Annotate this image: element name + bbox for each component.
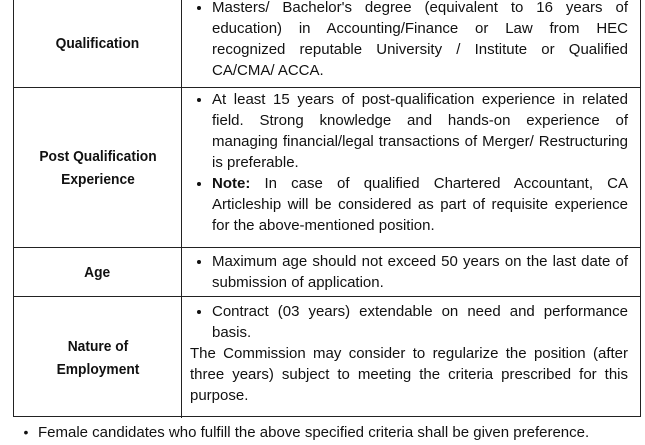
content-cell (182, 248, 640, 296)
employment-bullet: • Contract (03 years) extendable on need and performance basis. (212, 301, 628, 343)
row-label-employment: Nature of Employment (56, 337, 139, 378)
content-cell (182, 88, 640, 247)
age-bullet: • Maximum age should not exceed 50 years on the last date of submission of application. (212, 251, 628, 293)
footer-text: Female candidates who fulfill the above specified criteria shall be given preference. (38, 424, 590, 441)
employment-paragraph: The Commission may consider to regularize the position (after three years) subject to meeting the criteria prescribed for this purpose. (190, 345, 628, 404)
label-cell (14, 88, 182, 247)
content-cell (182, 0, 640, 87)
requirements-table (13, 0, 641, 417)
row-qualification (14, 0, 640, 88)
note-label: Note: (212, 175, 251, 192)
note-text: In case of qualified Chartered Accountant, CA Articleship will be considered as part of requisite experience for the above-mentioned position. (212, 175, 628, 234)
bullet-icon: • (23, 424, 29, 440)
footer-note (14, 422, 642, 443)
label-cell (14, 297, 182, 418)
row-age (14, 248, 640, 297)
label-cell (14, 0, 182, 87)
label-cell (14, 248, 182, 296)
qualification-bullet: • Masters/ Bachelor's degree (equivalent to 16 years of education) in Accounting/Finance or Law from HEC recognized reputable University / Institute or Qualified CA/CMA/ ACCA. (212, 0, 628, 81)
note-bullet (212, 173, 628, 236)
experience-bullet: • At least 15 years of post-qualification experience in related field. Strong knowledge and hands-on experience of managing financial/legal transactions of Merger/ Restructuring is preferable. (212, 89, 628, 173)
row-nature-of-employment (14, 297, 640, 418)
row-label-experience: Post Qualification Experience (38, 147, 157, 188)
row-label-qualification: Qualification (55, 34, 140, 52)
content-cell (182, 297, 640, 418)
row-label-age: Age (84, 263, 111, 281)
row-post-qualification-experience (14, 88, 640, 248)
